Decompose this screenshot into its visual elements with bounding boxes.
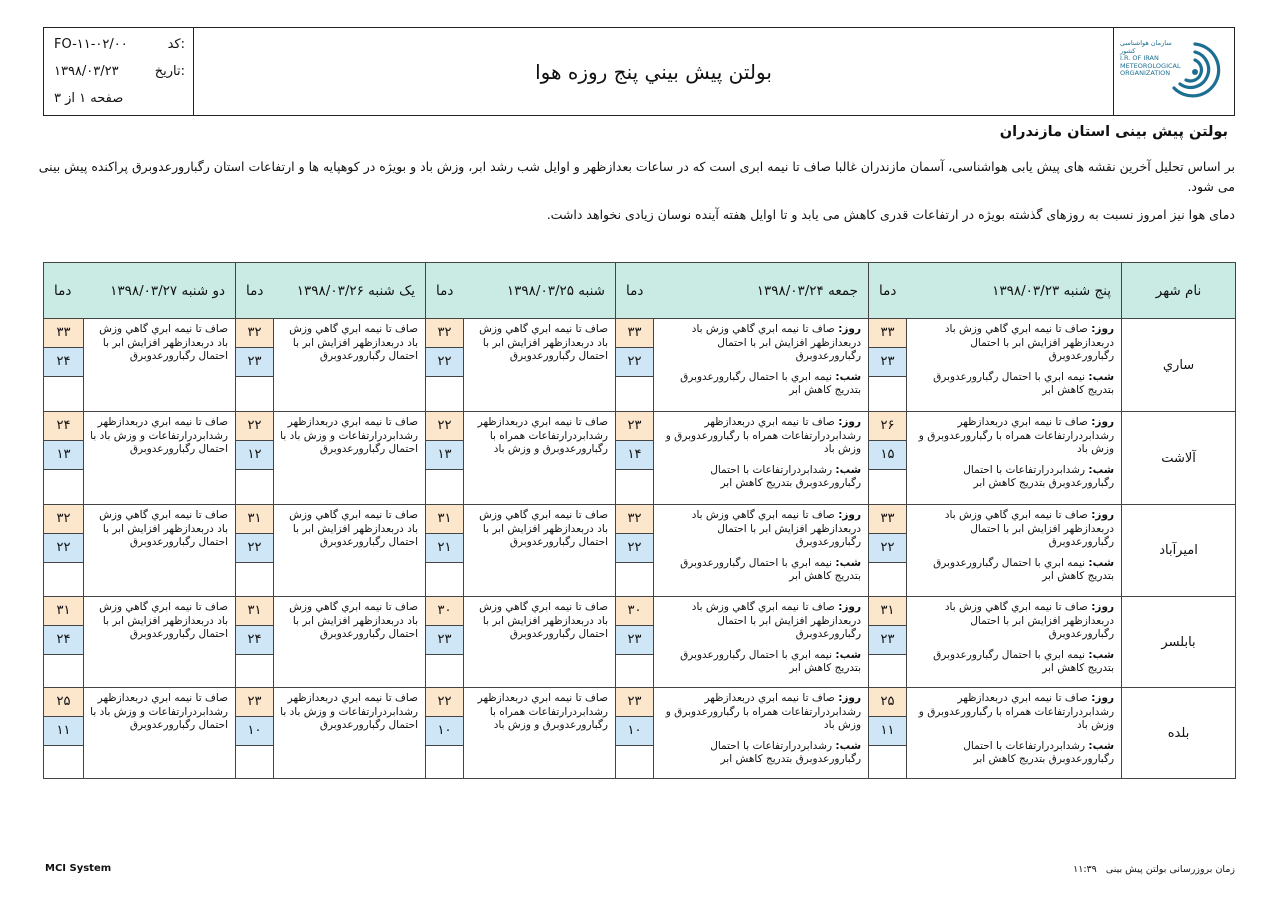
night-forecast [911, 740, 1114, 767]
night-forecast [658, 740, 861, 767]
update-time: زمان بروزرسانی بولتن پیش بینی ۱۱:۳۹ [1073, 864, 1235, 875]
forecast-text-body: صاف تا نيمه ابري گاهي وزش باد دربعدازظهر افزايش ابر با احتمال رگبارورعدوبرق [479, 323, 608, 362]
min-temperature: ۲۱ [426, 534, 463, 563]
night-forecast-text: نيمه ابري با احتمال رگبارورعدوبرق بتدريج کاهش ابر [680, 370, 862, 396]
night-label: شب: [835, 370, 862, 383]
code-value: FO-۱۱-۰۲/۰۰ [54, 37, 128, 52]
night-label: شب: [1088, 556, 1115, 569]
temperature-cell [236, 412, 274, 505]
forecast-text [274, 688, 426, 779]
forecast-text [654, 688, 869, 779]
forecast-text-body: صاف تا نيمه ابري دربعدازظهر رشدابردرارتفاعات همراه با رگبارورعدوبرق و وزش باد [477, 416, 608, 455]
temperature-cell [44, 505, 84, 597]
min-temperature: ۱۰ [236, 717, 273, 746]
day-forecast-text: صاف تا نيمه ابري دربعدازظهر رشدابردرارتفاعات همراه با رگبارورعدوبرق و وزش باد [665, 692, 862, 731]
city-name: ساري [1122, 319, 1236, 412]
temperature-cell [616, 412, 654, 505]
day-forecast [658, 692, 861, 733]
temperature-cell [236, 597, 274, 688]
document-header [43, 27, 1235, 116]
forecast-text [654, 319, 869, 412]
temperature-cell [616, 319, 654, 412]
day-forecast [658, 416, 861, 457]
forecast-text-body: صاف تا نيمه ابري دربعدازظهر رشدابردرارتفاعات همراه با رگبارورعدوبرق و وزش باد [477, 692, 608, 731]
night-forecast [658, 649, 861, 676]
max-temperature: ۳۱ [236, 597, 273, 626]
night-forecast [911, 557, 1114, 584]
day-forecast [658, 601, 861, 642]
max-temperature: ۲۳ [616, 688, 653, 717]
min-temperature: ۲۲ [44, 534, 83, 563]
forecast-text [84, 412, 236, 505]
night-forecast-text: رشدابردرارتفاعات با احتمال رگبارورعدوبرق بتدريج کاهش ابر [710, 463, 862, 489]
forecast-text-body: صاف تا نيمه ابري گاهي وزش باد دربعدازظهر افزايش ابر با احتمال رگبارورعدوبرق [289, 323, 418, 362]
day-forecast [911, 601, 1114, 642]
day-column-header: پنج شنبه ۱۳۹۸/۰۳/۲۳ دما [869, 263, 1122, 319]
temperature-cell [616, 688, 654, 779]
forecast-text-body: صاف تا نيمه ابري دربعدازظهر رشدابردرارتفاعات و وزش باد با احتمال رگبارورعدوبرق [280, 416, 418, 455]
table-row [44, 688, 1236, 779]
night-forecast-text: نيمه ابري با احتمال رگبارورعدوبرق بتدريج کاهش ابر [933, 556, 1115, 582]
max-temperature: ۳۲ [426, 319, 463, 348]
day-label: روز: [838, 323, 862, 335]
table-row [44, 412, 1236, 505]
min-temperature: ۱۳ [44, 441, 83, 470]
min-temperature: ۲۴ [44, 626, 83, 655]
forecast-text [464, 505, 616, 597]
night-forecast-text: رشدابردرارتفاعات با احتمال رگبارورعدوبرق بتدريج کاهش ابر [963, 739, 1115, 765]
temperature-cell [616, 505, 654, 597]
forecast-text-body: صاف تا نيمه ابري گاهي وزش باد دربعدازظهر افزايش ابر با احتمال رگبارورعدوبرق [99, 509, 228, 548]
day-forecast-text: صاف تا نيمه ابري دربعدازظهر رشدابردرارتفاعات همراه با رگبارورعدوبرق و وزش باد [665, 416, 862, 455]
day-label: روز: [1091, 601, 1115, 613]
forecast-text [907, 688, 1122, 779]
forecast-text [274, 319, 426, 412]
max-temperature: ۳۰ [616, 597, 653, 626]
forecast-text-body: صاف تا نيمه ابري گاهي وزش باد دربعدازظهر افزايش ابر با احتمال رگبارورعدوبرق [479, 601, 608, 640]
min-temperature: ۱۰ [616, 717, 653, 746]
max-temperature: ۲۴ [44, 412, 83, 441]
max-temperature: ۲۲ [236, 412, 273, 441]
night-forecast [658, 464, 861, 491]
forecast-text [274, 505, 426, 597]
temperature-cell [44, 412, 84, 505]
min-temperature: ۱۵ [869, 441, 906, 470]
forecast-text [274, 412, 426, 505]
day-forecast [911, 692, 1114, 733]
min-temperature: ۲۲ [616, 534, 653, 563]
table-header-row [44, 263, 1236, 319]
temperature-cell [426, 319, 464, 412]
table-row [44, 505, 1236, 597]
day-forecast-text: صاف تا نيمه ابري گاهي وزش باد دربعدازظهر افزايش ابر با احتمال رگبارورعدوبرق [691, 601, 862, 640]
day-label: روز: [1091, 509, 1115, 521]
day-forecast-text: صاف تا نيمه ابري گاهي وزش باد دربعدازظهر افزايش ابر با احتمال رگبارورعدوبرق [944, 509, 1115, 548]
temperature-cell [426, 505, 464, 597]
min-temperature: ۲۳ [236, 348, 273, 377]
forecast-summary: بر اساس تحلیل آخرین نقشه های پیش یابی هواشناسی، آسمان مازندران غالبا صاف تا نیمه ابری است که در ساعات بعدازظهر و اوایل شب رشد ابر، وزش باد و بویژه در کوهپایه ها و ارتفاعات استان رگبارورعدوبرق پراکنده پیش بینی می شود. [38, 159, 1235, 194]
max-temperature: ۳۳ [869, 505, 906, 534]
max-temperature: ۳۱ [869, 597, 906, 626]
forecast-text [464, 412, 616, 505]
day-column-header: شنبه ۱۳۹۸/۰۳/۲۵ دما [426, 263, 616, 319]
forecast-text-body: صاف تا نيمه ابري گاهي وزش باد دربعدازظهر افزايش ابر با احتمال رگبارورعدوبرق [99, 323, 228, 362]
night-forecast [911, 371, 1114, 398]
night-label: شب: [835, 556, 862, 569]
max-temperature: ۲۵ [44, 688, 83, 717]
day-forecast [658, 509, 861, 550]
temperature-cell [869, 319, 907, 412]
forecast-text [464, 688, 616, 779]
min-temperature: ۲۳ [616, 626, 653, 655]
forecast-table [43, 262, 1236, 779]
forecast-text-body: صاف تا نيمه ابري گاهي وزش باد دربعدازظهر افزايش ابر با احتمال رگبارورعدوبرق [99, 601, 228, 640]
day-forecast [911, 416, 1114, 457]
forecast-text [907, 597, 1122, 688]
night-forecast-text: نيمه ابري با احتمال رگبارورعدوبرق بتدريج کاهش ابر [933, 648, 1115, 674]
max-temperature: ۳۲ [236, 319, 273, 348]
max-temperature: ۳۲ [616, 505, 653, 534]
forecast-text [907, 412, 1122, 505]
night-forecast-text: نيمه ابري با احتمال رگبارورعدوبرق بتدريج کاهش ابر [933, 370, 1115, 396]
forecast-text-body: صاف تا نيمه ابري گاهي وزش باد دربعدازظهر افزايش ابر با احتمال رگبارورعدوبرق [289, 509, 418, 548]
forecast-text [84, 688, 236, 779]
forecast-text-body: صاف تا نيمه ابري دربعدازظهر رشدابردرارتفاعات و وزش باد با احتمال رگبارورعدوبرق [90, 692, 228, 731]
city-name: آلاشت [1122, 412, 1236, 505]
temperature-cell [236, 688, 274, 779]
night-label: شب: [835, 648, 862, 661]
max-temperature: ۳۱ [44, 597, 83, 626]
min-temperature: ۱۴ [616, 441, 653, 470]
date-label: تاریخ: [154, 64, 185, 79]
forecast-text [464, 597, 616, 688]
max-temperature: ۳۳ [869, 319, 906, 348]
night-forecast-text: رشدابردرارتفاعات با احتمال رگبارورعدوبرق بتدريج کاهش ابر [710, 739, 862, 765]
day-column-header: دو شنبه ۱۳۹۸/۰۳/۲۷ دما [44, 263, 236, 319]
max-temperature: ۳۰ [426, 597, 463, 626]
night-forecast-text: نيمه ابري با احتمال رگبارورعدوبرق بتدريج کاهش ابر [680, 556, 862, 582]
min-temperature: ۲۲ [236, 534, 273, 563]
min-temperature: ۱۲ [236, 441, 273, 470]
max-temperature: ۲۲ [426, 688, 463, 717]
day-forecast [911, 323, 1114, 364]
temperature-cell [616, 597, 654, 688]
max-temperature: ۳۱ [236, 505, 273, 534]
forecast-text-body: صاف تا نيمه ابري گاهي وزش باد دربعدازظهر افزايش ابر با احتمال رگبارورعدوبرق [479, 509, 608, 548]
temperature-cell [426, 412, 464, 505]
min-temperature: ۱۱ [44, 717, 83, 746]
day-label: روز: [1091, 692, 1115, 704]
document-title: بولتن پيش بيني پنج روزه هوا [535, 59, 772, 84]
day-forecast-text: صاف تا نيمه ابري گاهي وزش باد دربعدازظهر افزايش ابر با احتمال رگبارورعدوبرق [691, 323, 862, 362]
day-forecast-text: صاف تا نيمه ابري دربعدازظهر رشدابردرارتفاعات همراه با رگبارورعدوبرق و وزش باد [918, 416, 1115, 455]
temperature-cell [44, 319, 84, 412]
page-number: صفحه ۱ از ۳ [54, 91, 124, 106]
day-forecast-text: صاف تا نيمه ابري گاهي وزش باد دربعدازظهر افزايش ابر با احتمال رگبارورعدوبرق [944, 601, 1115, 640]
max-temperature: ۲۲ [426, 412, 463, 441]
system-name: MCI System [45, 863, 112, 874]
forecast-text [84, 597, 236, 688]
min-temperature: ۱۳ [426, 441, 463, 470]
night-forecast [911, 649, 1114, 676]
night-label: شب: [1088, 463, 1115, 476]
document-meta [44, 28, 194, 115]
forecast-text [654, 412, 869, 505]
min-temperature: ۲۴ [236, 626, 273, 655]
forecast-text [907, 319, 1122, 412]
temperature-cell [44, 597, 84, 688]
province-title: بولتن پیش بینی استان مازندران [999, 124, 1228, 140]
temperature-cell [869, 505, 907, 597]
min-temperature: ۱۱ [869, 717, 906, 746]
day-column-header: یک شنبه ۱۳۹۸/۰۳/۲۶ دما [236, 263, 426, 319]
day-forecast [911, 509, 1114, 550]
night-label: شب: [1088, 648, 1115, 661]
day-forecast [658, 323, 861, 364]
max-temperature: ۲۳ [616, 412, 653, 441]
temperature-cell [869, 688, 907, 779]
forecast-text [654, 597, 869, 688]
forecast-text [654, 505, 869, 597]
night-forecast [911, 464, 1114, 491]
date-value: ۱۳۹۸/۰۳/۲۳ [54, 64, 119, 79]
logo [1113, 28, 1234, 115]
max-temperature: ۲۳ [236, 688, 273, 717]
night-forecast [658, 371, 861, 398]
min-temperature: ۲۲ [426, 348, 463, 377]
forecast-text [84, 319, 236, 412]
forecast-text-body: صاف تا نيمه ابري گاهي وزش باد دربعدازظهر افزايش ابر با احتمال رگبارورعدوبرق [289, 601, 418, 640]
min-temperature: ۲۳ [869, 348, 906, 377]
night-forecast [658, 557, 861, 584]
city-name: بلده [1122, 688, 1236, 779]
min-temperature: ۲۲ [869, 534, 906, 563]
table-row [44, 597, 1236, 688]
temperature-cell [44, 688, 84, 779]
night-label: شب: [1088, 739, 1115, 752]
min-temperature: ۱۰ [426, 717, 463, 746]
max-temperature: ۳۳ [44, 319, 83, 348]
day-forecast-text: صاف تا نيمه ابري گاهي وزش باد دربعدازظهر افزايش ابر با احتمال رگبارورعدوبرق [944, 323, 1115, 362]
night-forecast-text: رشدابردرارتفاعات با احتمال رگبارورعدوبرق بتدريج کاهش ابر [963, 463, 1115, 489]
logo-text: سازمان هواشناسی کشور I.R. OF IRAN METEOROLOGICAL ORGANIZATION [1120, 39, 1181, 77]
temperature-cell [869, 597, 907, 688]
max-temperature: ۳۱ [426, 505, 463, 534]
max-temperature: ۲۶ [869, 412, 906, 441]
temperature-cell [236, 505, 274, 597]
min-temperature: ۲۳ [869, 626, 906, 655]
max-temperature: ۳۲ [44, 505, 83, 534]
day-label: روز: [838, 692, 862, 704]
day-forecast-text: صاف تا نيمه ابري گاهي وزش باد دربعدازظهر افزايش ابر با احتمال رگبارورعدوبرق [691, 509, 862, 548]
temperature-cell [869, 412, 907, 505]
night-label: شب: [835, 739, 862, 752]
min-temperature: ۲۴ [44, 348, 83, 377]
night-label: شب: [1088, 370, 1115, 383]
max-temperature: ۳۳ [616, 319, 653, 348]
day-label: روز: [838, 601, 862, 613]
day-label: روز: [838, 416, 862, 428]
temperature-cell [426, 688, 464, 779]
forecast-text [464, 319, 616, 412]
temperature-cell [236, 319, 274, 412]
forecast-text [84, 505, 236, 597]
forecast-text [907, 505, 1122, 597]
min-temperature: ۲۲ [616, 348, 653, 377]
city-column-header: نام شهر [1122, 263, 1236, 319]
temperature-cell [426, 597, 464, 688]
forecast-text [274, 597, 426, 688]
meteorological-logo-icon [1166, 38, 1224, 102]
forecast-text-body: صاف تا نيمه ابري دربعدازظهر رشدابردرارتفاعات و وزش باد با احتمال رگبارورعدوبرق [90, 416, 228, 455]
forecast-text-body: صاف تا نيمه ابري دربعدازظهر رشدابردرارتفاعات و وزش باد با احتمال رگبارورعدوبرق [280, 692, 418, 731]
night-label: شب: [835, 463, 862, 476]
day-forecast-text: صاف تا نيمه ابري دربعدازظهر رشدابردرارتفاعات همراه با رگبارورعدوبرق و وزش باد [918, 692, 1115, 731]
city-name: بابلسر [1122, 597, 1236, 688]
temperature-summary: دمای هوا نیز امروز نسبت به روزهای گذشته بویژه در ارتفاعات قدری کاهش می یابد و تا اوایل هفته آینده نوسان زیادی نخواهد داشت. [546, 207, 1235, 222]
day-label: روز: [1091, 416, 1115, 428]
day-label: روز: [1091, 323, 1115, 335]
day-label: روز: [838, 509, 862, 521]
night-forecast-text: نيمه ابري با احتمال رگبارورعدوبرق بتدريج کاهش ابر [680, 648, 862, 674]
min-temperature: ۲۳ [426, 626, 463, 655]
max-temperature: ۲۵ [869, 688, 906, 717]
table-row [44, 319, 1236, 412]
city-name: اميرآباد [1122, 505, 1236, 597]
day-column-header: جمعه ۱۳۹۸/۰۳/۲۴ دما [616, 263, 869, 319]
code-label: کد: [167, 37, 185, 52]
